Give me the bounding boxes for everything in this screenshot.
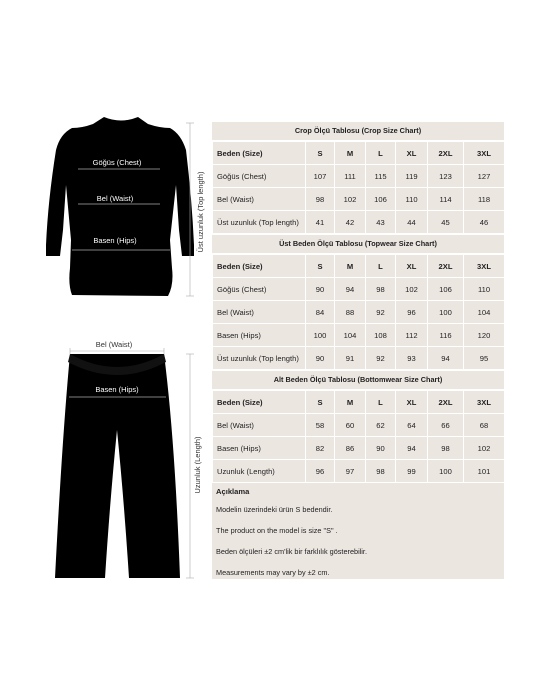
size-header-cell: M	[335, 255, 366, 278]
size-header-cell: Beden (Size)	[213, 255, 306, 278]
measurement-value-cell: 112	[396, 324, 428, 347]
size-header-cell: 3XL	[464, 255, 505, 278]
measurement-value-cell: 44	[396, 211, 428, 234]
size-header-cell: 3XL	[464, 142, 505, 165]
measurement-value-cell: 94	[428, 347, 464, 370]
measurement-value-cell: 94	[396, 437, 428, 460]
measurement-value-cell: 100	[428, 460, 464, 483]
size-header-cell: M	[335, 391, 366, 414]
measurement-value-cell: 62	[366, 414, 396, 437]
bottom-hips-label: Basen (Hips)	[95, 385, 139, 394]
note-line: The product on the model is size "S" .	[216, 526, 338, 535]
size-header-cell: Beden (Size)	[213, 391, 306, 414]
top-waist-label: Bel (Waist)	[96, 194, 134, 203]
measurement-value-cell: 92	[366, 301, 396, 324]
measurement-value-cell: 45	[428, 211, 464, 234]
measurement-value-cell: 108	[366, 324, 396, 347]
measurement-value-cell: 114	[428, 188, 464, 211]
measurement-value-cell: 98	[366, 278, 396, 301]
note-line: Beden ölçüleri ±2 cm'lik bir farklılık gösterebilir.	[216, 547, 367, 556]
measurement-value-cell: 96	[306, 460, 335, 483]
table-row	[213, 188, 505, 211]
measurement-value-cell: 120	[464, 324, 505, 347]
table-header-row	[213, 142, 505, 165]
table-row	[213, 165, 505, 188]
measurement-value-cell: 99	[396, 460, 428, 483]
measurement-value-cell: 110	[396, 188, 428, 211]
measurement-value-cell: 82	[306, 437, 335, 460]
measurement-label-cell: Basen (Hips)	[213, 324, 306, 347]
size-chart-panel	[212, 121, 504, 579]
table-row	[213, 211, 505, 234]
measurement-value-cell: 90	[306, 347, 335, 370]
size-header-cell: 3XL	[464, 391, 505, 414]
measurement-value-cell: 58	[306, 414, 335, 437]
bottom-table-title: Alt Beden Ölçü Tablosu (Bottomwear Size Chart)	[212, 370, 504, 390]
size-header-cell: XL	[396, 255, 428, 278]
measurement-value-cell: 60	[335, 414, 366, 437]
size-header-cell: 2XL	[428, 142, 464, 165]
measurement-value-cell: 46	[464, 211, 505, 234]
measurement-label-cell: Göğüs (Chest)	[213, 278, 306, 301]
size-header-cell: XL	[396, 391, 428, 414]
note-line: Measurements may vary by ±2 cm.	[216, 568, 330, 577]
measurement-value-cell: 93	[396, 347, 428, 370]
measurement-value-cell: 91	[335, 347, 366, 370]
measurement-label-cell: Basen (Hips)	[213, 437, 306, 460]
measurement-value-cell: 104	[464, 301, 505, 324]
measurement-label-cell: Bel (Waist)	[213, 301, 306, 324]
bottom-waist-label: Bel (Waist)	[95, 340, 133, 349]
measurement-value-cell: 95	[464, 347, 505, 370]
bottom-size-table	[212, 390, 505, 483]
measurement-label-cell: Üst uzunluk (Top length)	[213, 347, 306, 370]
measurement-value-cell: 84	[306, 301, 335, 324]
size-header-cell: S	[306, 391, 335, 414]
crop-size-table	[212, 141, 505, 234]
measurement-value-cell: 41	[306, 211, 335, 234]
measurement-label-cell: Bel (Waist)	[213, 188, 306, 211]
measurement-label-cell: Bel (Waist)	[213, 414, 306, 437]
bottom-length-label: Uzunluk (Length)	[193, 436, 202, 494]
table-row	[213, 347, 505, 370]
table-header-row	[213, 391, 505, 414]
table-row	[213, 414, 505, 437]
measurement-value-cell: 107	[306, 165, 335, 188]
measurement-value-cell: 43	[366, 211, 396, 234]
measurement-value-cell: 97	[335, 460, 366, 483]
size-header-cell: Beden (Size)	[213, 142, 306, 165]
note-line: Modelin üzerindeki ürün S bedendir.	[216, 505, 333, 514]
top-hips-label: Basen (Hips)	[93, 236, 137, 245]
measurement-value-cell: 64	[396, 414, 428, 437]
top-garment-illustration	[46, 117, 194, 296]
measurement-value-cell: 118	[464, 188, 505, 211]
size-header-cell: XL	[396, 142, 428, 165]
measurement-value-cell: 127	[464, 165, 505, 188]
measurement-value-cell: 102	[396, 278, 428, 301]
measurement-value-cell: 42	[335, 211, 366, 234]
measurement-value-cell: 100	[306, 324, 335, 347]
top-table-title: Üst Beden Ölçü Tablosu (Topwear Size Chart)	[212, 234, 504, 254]
measurement-value-cell: 98	[366, 460, 396, 483]
measurement-value-cell: 98	[428, 437, 464, 460]
measurement-value-cell: 68	[464, 414, 505, 437]
measurement-label-cell: Göğüs (Chest)	[213, 165, 306, 188]
measurement-value-cell: 102	[335, 188, 366, 211]
size-header-cell: S	[306, 255, 335, 278]
size-header-cell: S	[306, 142, 335, 165]
table-row	[213, 301, 505, 324]
size-header-cell: 2XL	[428, 255, 464, 278]
size-header-cell: L	[366, 255, 396, 278]
measurement-value-cell: 111	[335, 165, 366, 188]
top-chest-label: Göğüs (Chest)	[92, 158, 142, 167]
measurement-value-cell: 119	[396, 165, 428, 188]
crop-table-title: Crop Ölçü Tablosu (Crop Size Chart)	[212, 121, 504, 141]
measurement-value-cell: 104	[335, 324, 366, 347]
notes-section	[212, 483, 504, 583]
measurement-value-cell: 123	[428, 165, 464, 188]
measurement-value-cell: 66	[428, 414, 464, 437]
size-header-cell: L	[366, 142, 396, 165]
measurement-value-cell: 115	[366, 165, 396, 188]
measurement-value-cell: 92	[366, 347, 396, 370]
size-header-cell: L	[366, 391, 396, 414]
table-row	[213, 324, 505, 347]
measurement-value-cell: 116	[428, 324, 464, 347]
size-header-cell: 2XL	[428, 391, 464, 414]
measurement-value-cell: 94	[335, 278, 366, 301]
top-size-table	[212, 254, 505, 370]
top-length-label: Üst uzunluk (Top length)	[196, 171, 205, 253]
table-row	[213, 278, 505, 301]
table-row	[213, 460, 505, 483]
measurement-value-cell: 98	[306, 188, 335, 211]
measurement-value-cell: 100	[428, 301, 464, 324]
measurement-value-cell: 106	[366, 188, 396, 211]
size-header-cell: M	[335, 142, 366, 165]
notes-title: Açıklama	[216, 487, 250, 496]
measurement-value-cell: 86	[335, 437, 366, 460]
measurement-value-cell: 88	[335, 301, 366, 324]
measurement-label-cell: Üst uzunluk (Top length)	[213, 211, 306, 234]
measurement-value-cell: 96	[396, 301, 428, 324]
measurement-value-cell: 106	[428, 278, 464, 301]
measurement-value-cell: 90	[366, 437, 396, 460]
table-row	[213, 437, 505, 460]
measurement-label-cell: Uzunluk (Length)	[213, 460, 306, 483]
measurement-value-cell: 102	[464, 437, 505, 460]
measurement-value-cell: 110	[464, 278, 505, 301]
measurement-value-cell: 90	[306, 278, 335, 301]
table-header-row	[213, 255, 505, 278]
garment-illustrations	[0, 0, 215, 700]
measurement-value-cell: 101	[464, 460, 505, 483]
